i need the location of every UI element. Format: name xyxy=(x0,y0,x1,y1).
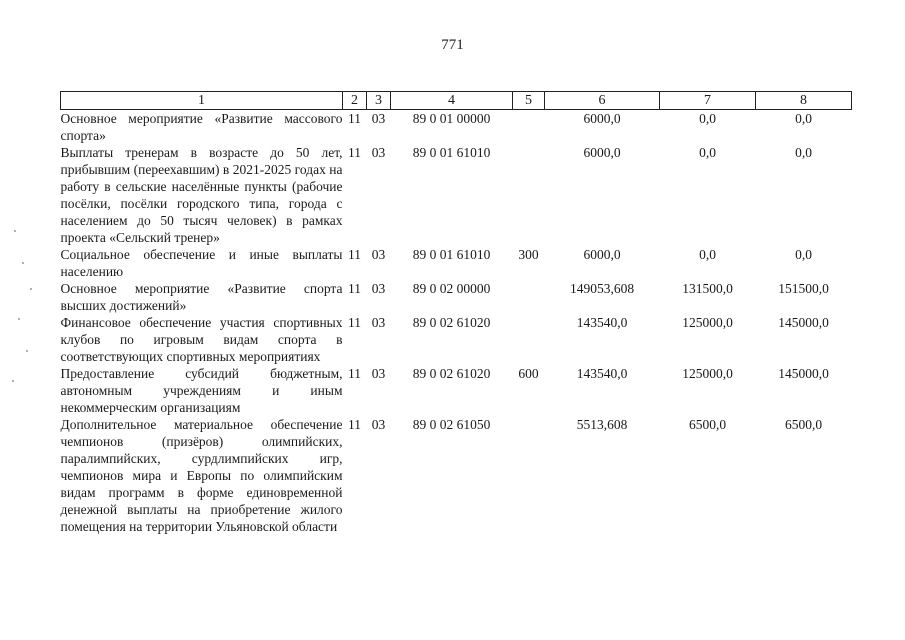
scan-speck xyxy=(30,288,32,290)
scan-speck xyxy=(26,350,28,352)
target-article-code: 89 0 02 00000 xyxy=(412,281,491,296)
amount-col-6: 143540,0 xyxy=(576,315,628,330)
amount-col-6: 6000,0 xyxy=(583,111,621,126)
subsection-code: 03 xyxy=(371,281,386,296)
column-header: 8 xyxy=(756,92,852,110)
amount-col-7: 0,0 xyxy=(699,145,716,160)
target-article-code: 89 0 02 61020 xyxy=(412,315,491,330)
amount-col-7: 0,0 xyxy=(699,111,716,126)
expense-type-code xyxy=(513,416,545,535)
section-code: 11 xyxy=(348,281,361,296)
item-name: Социальное обеспечение и иные выплаты населению xyxy=(60,247,343,279)
subsection-code: 03 xyxy=(371,111,386,126)
item-name: Дополнительное материальное обеспечение чемпионов (призёров) олимпийских, паралимпийских, сурдлимпийских игр, чемпионов мира и Европы по олимпийским видам программ в форме единовременной денежной выплаты на приобретение жилого помещения на территории Ульяновской области xyxy=(60,417,343,534)
table-row xyxy=(61,144,852,246)
column-header: 7 xyxy=(660,92,756,110)
expense-type-code xyxy=(513,144,545,246)
amount-col-8: 0,0 xyxy=(795,145,812,160)
scan-speck xyxy=(22,262,24,264)
item-name: Финансовое обеспечение участия спортивных клубов по игровым видам спорта в соответствующих спортивных мероприятиях xyxy=(60,315,343,364)
column-header: 6 xyxy=(545,92,660,110)
column-header: 1 xyxy=(61,92,343,110)
item-name: Основное мероприятие «Развитие спорта высших достижений» xyxy=(60,281,343,313)
table-row xyxy=(61,246,852,280)
column-header: 5 xyxy=(513,92,545,110)
column-header: 3 xyxy=(367,92,391,110)
amount-col-8: 145000,0 xyxy=(778,366,829,381)
table-row xyxy=(61,280,852,314)
amount-col-6: 6000,0 xyxy=(583,145,621,160)
amount-col-6: 5513,608 xyxy=(576,417,628,432)
subsection-code: 03 xyxy=(371,366,386,381)
section-code: 11 xyxy=(348,417,361,432)
amount-col-7: 125000,0 xyxy=(682,315,733,330)
table-row xyxy=(61,416,852,535)
subsection-code: 03 xyxy=(371,145,386,160)
amount-col-7: 0,0 xyxy=(699,247,716,262)
subsection-code: 03 xyxy=(371,247,386,262)
header-row xyxy=(61,92,852,110)
table-row xyxy=(61,314,852,365)
budget-table xyxy=(60,91,852,535)
item-name: Основное мероприятие «Развитие массового спорта» xyxy=(60,111,343,143)
amount-col-8: 0,0 xyxy=(795,247,812,262)
expense-type-code xyxy=(513,110,545,145)
amount-col-6: 143540,0 xyxy=(576,366,628,381)
page-number: 771 xyxy=(441,37,464,53)
section-code: 11 xyxy=(348,247,361,262)
table-row xyxy=(61,110,852,145)
amount-col-6: 149053,608 xyxy=(569,281,635,296)
amount-col-7: 131500,0 xyxy=(682,281,733,296)
expense-type-code xyxy=(513,314,545,365)
section-code: 11 xyxy=(348,366,361,381)
target-article-code: 89 0 01 00000 xyxy=(412,111,491,126)
subsection-code: 03 xyxy=(371,417,386,432)
expense-type-code: 600 xyxy=(518,366,539,381)
section-code: 11 xyxy=(348,111,361,126)
expense-type-code: 300 xyxy=(518,247,539,262)
subsection-code: 03 xyxy=(371,315,386,330)
amount-col-7: 125000,0 xyxy=(682,366,733,381)
amount-col-8: 6500,0 xyxy=(784,417,823,432)
amount-col-7: 6500,0 xyxy=(688,417,727,432)
item-name: Предоставление субсидий бюджетным, автономным учреждениям и иным некоммерческим организациям xyxy=(60,366,343,415)
column-header: 2 xyxy=(343,92,367,110)
item-name: Выплаты тренерам в возрасте до 50 лет, прибывшим (переехавшим) в 2021-2025 годах на работу в сельские населённые пункты (рабочие посёлки, посёлки городского типа, города с населением до 50 тысяч человек) в рамках проекта «Сельский тренер» xyxy=(60,145,343,245)
scan-speck xyxy=(12,380,14,382)
amount-col-8: 151500,0 xyxy=(778,281,829,296)
scan-speck xyxy=(14,230,16,232)
target-article-code: 89 0 01 61010 xyxy=(412,145,491,160)
section-code: 11 xyxy=(348,315,361,330)
column-header: 4 xyxy=(391,92,513,110)
scan-speck xyxy=(18,318,20,320)
amount-col-8: 145000,0 xyxy=(778,315,829,330)
amount-col-8: 0,0 xyxy=(795,111,812,126)
target-article-code: 89 0 02 61050 xyxy=(412,417,491,432)
target-article-code: 89 0 02 61020 xyxy=(412,366,491,381)
expense-type-code xyxy=(513,280,545,314)
table-row xyxy=(61,365,852,416)
target-article-code: 89 0 01 61010 xyxy=(412,247,491,262)
section-code: 11 xyxy=(348,145,361,160)
amount-col-6: 6000,0 xyxy=(583,247,621,262)
